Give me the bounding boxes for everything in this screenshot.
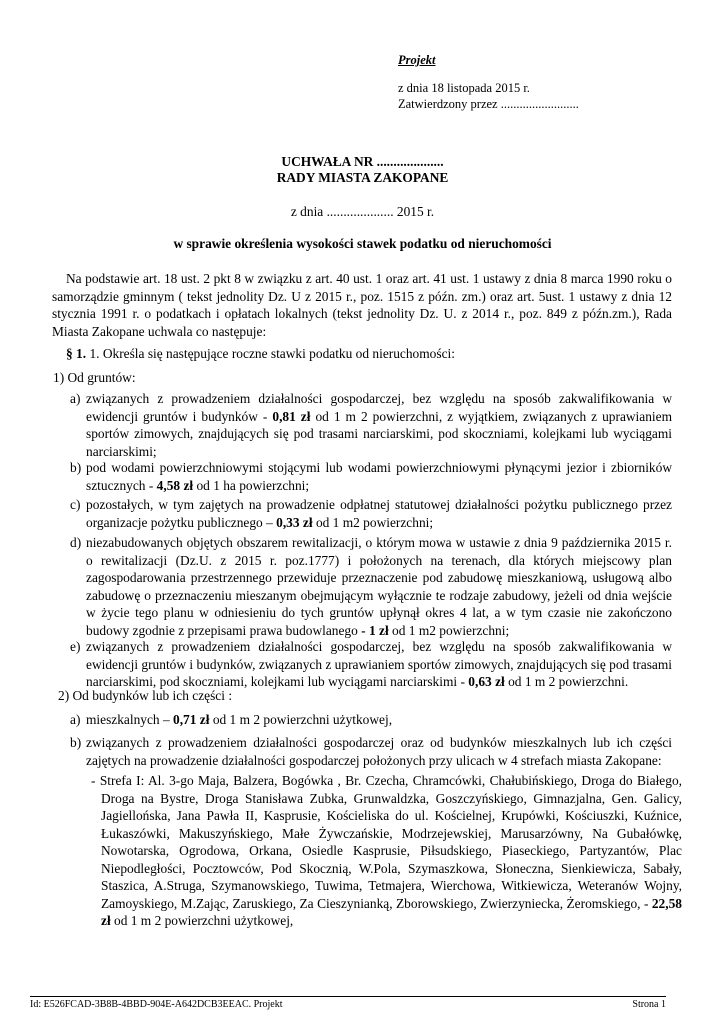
list-item-label: a) (70, 712, 81, 727)
tax-rate: 0,81 zł (272, 408, 311, 424)
preamble: Na podstawie art. 18 ust. 2 pkt 8 w związku z art. 40 ust. 1 oraz art. 41 ust. 1 ustawy z dnia 8 marca 1990 roku o samorządzie gminnym ( tekst jednolity Dz. U z 2015 r., poz. 1515 z późn. zm.) oraz art. 5ust. 1 ustawy z dnia 12 stycznia 1991 r. o podatkach i opłatach lokalnych (tekst jednolity Dz. U. z 2014 r., poz. 849 z późn.zm.), Rada Miasta Zakopane uchwala co następuje: (52, 271, 672, 339)
page-footer (30, 996, 666, 1012)
strefa-1 (91, 772, 682, 930)
tax-rate: 0,71 zł (173, 712, 210, 727)
resolution-date: z dnia .................... 2015 r. (290, 204, 435, 219)
list-item-label: b) (70, 735, 82, 750)
header-approved: Zatwierdzony przez ......................... (398, 97, 579, 111)
list-item-unit: od 1 m 2 powierzchni użytkowej, (209, 712, 393, 727)
project-label: Projekt (398, 53, 436, 67)
list-item-text: niezabudowanych objętych obszarem rewitalizacji, o którym mowa w ustawie z dnia 9 października 2015 r. o rewitalizacji (Dz.U. z 2015 r. poz.1777) i położonych na terenach, dla których miejscowy plan zagospodarowania przestrzennego przewiduje przeznaczenie pod zabudowę mieszkaniową, usługową albo zabudowę o przeznaczeniu mieszanym obejmującym wyłącznie te rodzaje zabudowy, jeżeli od dnia wejście w życie tego planu w odniesieniu do tych gruntów upłynął okres 4 lat, a w tym czasie nie zakończono budowy zgodnie z przepisami prawa budowlanego (86, 535, 672, 638)
list-item-text: pozostałych, w tym zajętych na prowadzenie odpłatnej statutowej działalności pożytku publicznego przez organizacje pożytku publicznego – (86, 497, 672, 530)
tax-rate: 4,58 zł (156, 477, 194, 493)
tax-rate: - 1 zł (361, 622, 389, 638)
list-item (70, 390, 672, 460)
list-item-label: c) (70, 497, 81, 512)
list-item (70, 638, 672, 691)
council-name: RADY MIASTA ZAKOPANE (276, 170, 449, 185)
list-item-unit: od 1 m2 powierzchni; (312, 514, 434, 530)
list-item (70, 711, 672, 729)
list-item (70, 459, 672, 494)
page-number: Strona 1 (632, 999, 666, 1010)
list-item-text: związanych z prowadzeniem działalności gospodarczej, bez względu na sposób zakwalifikowania w ewidencji gruntów i budynków - (86, 391, 672, 424)
list-item-text: związanych z prowadzeniem działalności gospodarczej oraz od budynków mieszkalnych lub ich części zajętych na prowadzenie działalności gospodarczej położonych przy ulicach w 4 strefach miasta Zakopane: (86, 735, 672, 768)
list-item (70, 534, 672, 639)
resolution-number: UCHWAŁA NR .................... (281, 154, 444, 169)
tax-rate: 0,33 zł (276, 514, 313, 530)
document-id: Id: E526FCAD-3B8B-4BBD-904E-A642DCB3EEAC. Projekt (30, 999, 283, 1010)
list-item-unit: od 1 m2 powierzchni; (388, 622, 510, 638)
resolution-subject: w sprawie określenia wysokości stawek podatku od nieruchomości (173, 236, 552, 251)
section-mark: § 1. (66, 346, 87, 361)
list-item-unit: od 1 m 2 powierzchni. (504, 674, 629, 689)
list-item-text: pod wodami powierzchniowymi stojącymi lub wodami powierzchniowymi płynącymi jezior i zbiorników sztucznych - (86, 460, 672, 493)
section-text: 1. Określa się następujące roczne stawki podatku od nieruchomości: (86, 346, 455, 361)
list-item (70, 496, 672, 531)
point-1-label: 1) Od gruntów: (53, 370, 136, 385)
strefa-1-rate: 22,58 zł (101, 895, 682, 928)
list-item-label: d) (70, 535, 82, 550)
list-item-unit: od 1 ha powierzchni; (193, 477, 310, 493)
point-2-label: 2) Od budynków lub ich części : (58, 688, 233, 703)
section-1 (66, 345, 455, 363)
list-item-text: mieszkalnych – (86, 712, 174, 727)
list-item-unit: od 1 m 2 powierzchni, z wyjątkiem, związanych z uprawianiem sportów zimowych, znajdujących się pod trasami narciarskimi, pod skoczniami, kolejkami lub wyciągami narciarskimi; (86, 408, 672, 459)
tax-rate: 0,63 zł (468, 674, 505, 689)
header-date: z dnia 18 listopada 2015 r. (398, 81, 530, 95)
list-item-label: a) (70, 391, 81, 406)
list-item (70, 734, 672, 769)
list-item-text: związanych z prowadzeniem działalności gospodarczej, bez względu na sposób zakwalifikowania w ewidencji gruntów i budynków, związanych z uprawianiem sportów zimowych, znajdujących się pod trasami narciarskimi, pod skoczniami, kolejkami lub wyciągami narciarskimi - (86, 639, 672, 689)
strefa-1-text: - Strefa I: Al. 3-go Maja, Balzera, Bogówka , Br. Czecha, Chramcówki, Chałubińskiego, Droga do Białego, Droga na Bystre, Droga Stanisława Zubka, Grunwaldzka, Goszczyńskiego, Gimnazjalna, Gen. Galicy, Jagiellońska, Jana Pawła II, Kasprusie, Kościeliska do ul. Kościelnej, Krupówki, Kościuszki, Kuźnice, Łukaszówki, Makuszyńskiego, Małe Żywczańskie, Modrzejewskiej, Marusarzówny, Na Gubałówkę, Nowotarska, Ogrodowa, Orkana, Osiedle Kasprusie, Piłsudskiego, Piaseckiego, Partyzantów, Plac Niepodległości, Pocztowców, Pod Skocznią, W.Pola, Szymaszkowa, Słoneczna, Sienkiewicza, Sabały, Staszica, A.Struga, Szymanowskiego, Tuwima, Tetmajera, Wierchowa, Witkiewicza, Weteranów Wojny, Zamoyskiego, M.Zając, Zaruskiego, Za Cieszynianką, Zborowskiego, Zwierzyniecka, Żeromskiego, - (91, 773, 682, 911)
list-item-label: b) (70, 460, 82, 475)
list-item-label: e) (70, 639, 81, 654)
strefa-1-unit: od 1 m 2 powierzchni użytkowej, (110, 913, 294, 928)
